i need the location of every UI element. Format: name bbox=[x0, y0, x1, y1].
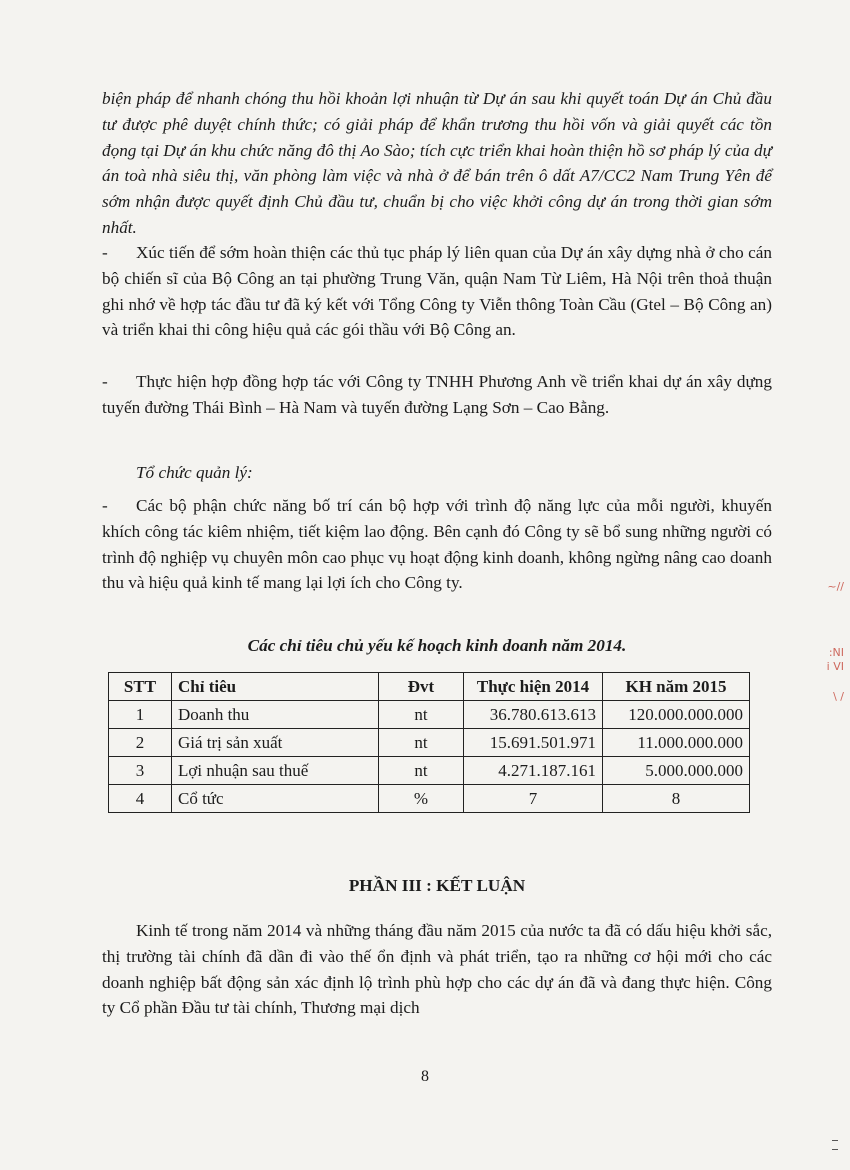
cell-stt: 4 bbox=[109, 785, 172, 813]
table-title: Các chỉ tiêu chủ yếu kế hoạch kinh doanh năm 2014. bbox=[247, 636, 627, 655]
kpi-table bbox=[108, 672, 750, 813]
section-heading: PHẦN III : KẾT LUẬN bbox=[348, 876, 526, 895]
cell-plan: 11.000.000.000 bbox=[603, 729, 750, 757]
stamp-mark: :NI bbox=[828, 646, 844, 659]
conclusion-paragraph bbox=[102, 918, 772, 1021]
conclusion-text: Kinh tế trong năm 2014 và những tháng đầu năm 2015 của nước ta đã có dấu hiệu khởi sắc, thị trường tài chính đã dần đi vào thế ổn định và phát triển, tạo ra những cơ hội mới cho các doanh nghiệp bất động sản xác định lộ trình phù hợp cho các dự án đã và đang thực hiện. Công ty Cổ phần Đầu tư tài chính, Thương mại dịch bbox=[102, 921, 772, 1018]
cell-actual: 15.691.501.971 bbox=[464, 729, 603, 757]
org-heading: Tổ chức quản lý: bbox=[136, 463, 253, 482]
header-unit: Đvt bbox=[379, 673, 464, 701]
bullet-paragraph-3 bbox=[102, 493, 772, 596]
intro-text: biện pháp để nhanh chóng thu hồi khoản lợi nhuận từ Dự án sau khi quyết toán Dự án Chủ đầu tư được phê duyệt chính thức; có giải pháp để khẩn trương thu hồi vốn và giải quyết các tồn đọng tại Dự án khu chức năng đô thị Ao Sào; tích cực triển khai hoàn thiện hồ sơ pháp lý của dự án toà nhà siêu thị, văn phòng làm việc và nhà ở để bán trên ô dất A7/CC2 Nam Trung Yên để sớm nhận được quyết định Chủ đầu tư, chuẩn bị cho việc khởi công dự án trong thời gian sớm nhất. bbox=[102, 89, 772, 237]
bullet-3-text: Các bộ phận chức năng bố trí cán bộ hợp với trình độ năng lực của mỗi người, khuyến khích công tác kiêm nhiệm, tiết kiệm lao động. Bên cạnh đó Công ty sẽ bổ sung những người có trình độ nghiệp vụ chuyên môn cao phục vụ hoạt động kinh doanh, không ngừng nâng cao doanh thu và hiệu quả kinh tế mang lại lợi ích cho Công ty. bbox=[102, 496, 772, 593]
table-row bbox=[109, 757, 750, 785]
table-row bbox=[109, 729, 750, 757]
cell-unit: nt bbox=[379, 729, 464, 757]
stamp-mark: i VI bbox=[826, 660, 844, 673]
bullet-dash: - bbox=[102, 372, 108, 391]
bullet-dash: - bbox=[102, 243, 108, 262]
stamp-mark: \ / bbox=[833, 690, 844, 703]
intro-paragraph bbox=[102, 86, 772, 241]
cell-indicator: Doanh thu bbox=[172, 701, 379, 729]
header-stt: STT bbox=[109, 673, 172, 701]
cell-plan: 120.000.000.000 bbox=[603, 701, 750, 729]
table-header-row bbox=[109, 673, 750, 701]
bullet-paragraph-2 bbox=[102, 369, 772, 421]
cell-stt: 3 bbox=[109, 757, 172, 785]
table-row bbox=[109, 701, 750, 729]
cell-unit: % bbox=[379, 785, 464, 813]
cell-stt: 1 bbox=[109, 701, 172, 729]
bullet-2-text: Thực hiện hợp đồng hợp tác với Công ty TNHH Phương Anh về triển khai dự án xây dựng tuyến đường Thái Bình – Hà Nam và tuyến đường Lạng Sơn – Cao Bằng. bbox=[102, 372, 772, 417]
table-row bbox=[109, 785, 750, 813]
cell-indicator: Lợi nhuận sau thuế bbox=[172, 757, 379, 785]
bullet-paragraph-1 bbox=[102, 240, 772, 343]
cell-stt: 2 bbox=[109, 729, 172, 757]
stamp-mark: ~// bbox=[827, 580, 844, 593]
bullet-1-text: Xúc tiến để sớm hoàn thiện các thủ tục pháp lý liên quan của Dự án xây dựng nhà ở cho cán bộ chiến sĩ của Bộ Công an tại phường Trung Văn, quận Nam Từ Liêm, Hà Nội trên thoả thuận ghi nhớ về hợp tác đầu tư đã ký kết với Tổng Công ty Viễn thông Toàn Cầu (Gtel – Bộ Công an) và triển khai thi công hiệu quả các gói thầu với Bộ Công an. bbox=[102, 243, 772, 340]
cell-indicator: Giá trị sản xuất bbox=[172, 729, 379, 757]
cell-actual: 36.780.613.613 bbox=[464, 701, 603, 729]
cell-indicator: Cổ tức bbox=[172, 785, 379, 813]
cell-unit: nt bbox=[379, 757, 464, 785]
page-number: 8 bbox=[421, 1068, 429, 1085]
header-plan-2015: KH năm 2015 bbox=[603, 673, 750, 701]
header-actual-2014: Thực hiện 2014 bbox=[464, 673, 603, 701]
cell-actual: 7 bbox=[464, 785, 603, 813]
cell-plan: 5.000.000.000 bbox=[603, 757, 750, 785]
bullet-dash: - bbox=[102, 496, 108, 515]
scan-corner-mark bbox=[832, 1140, 838, 1150]
header-indicator: Chỉ tiêu bbox=[172, 673, 379, 701]
cell-actual: 4.271.187.161 bbox=[464, 757, 603, 785]
cell-unit: nt bbox=[379, 701, 464, 729]
cell-plan: 8 bbox=[603, 785, 750, 813]
